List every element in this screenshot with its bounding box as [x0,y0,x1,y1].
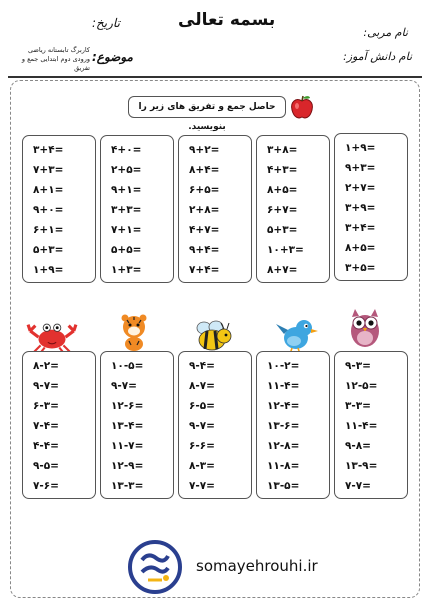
problem: ۱۲-۴= [267,400,300,412]
problem: ۹-۴= [189,360,215,372]
problem: ۴+۰= [111,144,142,156]
problem: ۳+۴= [33,144,64,156]
problem: ۱۱-۸= [267,460,300,472]
problem: ۱۲-۵= [345,380,378,392]
problem: ۹+۳= [345,162,376,174]
problem: ۹+۰= [33,204,64,216]
problem: ۱۱-۴= [345,420,378,432]
problem: ۱۱-۴= [267,380,300,392]
problem: ۷-۶= [33,480,59,492]
apple-icon [288,93,316,121]
problem: ۵+۵= [111,244,142,256]
problem: ۱+۹= [33,264,64,276]
problem: ۷-۷= [345,480,371,492]
student-name-label: نام دانش آموز: [343,50,412,63]
subtraction-card-5 [334,351,408,499]
problem: ۱۳-۶= [267,420,300,432]
problem: ۱۲-۶= [111,400,144,412]
problem: ۸-۳= [189,460,215,472]
date-label: تاریخ: [92,16,120,30]
problem: ۹-۷= [189,420,215,432]
problem: ۲+۷= [345,182,376,194]
problem: ۷-۷= [189,480,215,492]
problem: ۴+۳= [267,164,298,176]
problem: ۸-۲= [33,360,59,372]
addition-card-5 [334,133,408,281]
website-link[interactable]: somayehrouhi.ir [196,557,318,575]
subtraction-card-1 [22,351,96,499]
problem: ۷+۳= [33,164,64,176]
addition-card-2 [100,135,174,283]
problem: ۶-۶= [189,440,215,452]
problem: ۵+۳= [267,224,298,236]
header-divider [8,76,422,78]
problem: ۱+۹= [345,142,376,154]
problem: ۹+۱= [111,184,142,196]
tiger-icon [114,312,154,352]
crab-icon [26,316,78,354]
problem: ۱۰+۳= [267,244,304,256]
problem: ۶+۱= [33,224,64,236]
problem: ۱+۳= [111,264,142,276]
problem: ۲+۵= [111,164,142,176]
problem: ۸-۷= [189,380,215,392]
problem: ۱۳-۵= [267,480,300,492]
problem: ۷+۱= [111,224,142,236]
page-title: بسمه تعالی [178,10,276,30]
problem: ۶-۵= [189,400,215,412]
problem: ۱۲-۸= [267,440,300,452]
problem: ۷+۴= [189,264,220,276]
problem: ۸+۴= [189,164,220,176]
problem: ۱۱-۷= [111,440,144,452]
problem: ۹-۵= [33,460,59,472]
problem: ۳+۳= [111,204,142,216]
teacher-name-label: نام مربی: [363,26,408,39]
problem: ۸+۱= [33,184,64,196]
problem: ۹-۷= [33,380,59,392]
problem: ۸+۵= [345,242,376,254]
problem: ۶-۳= [33,400,59,412]
problem: ۱۳-۹= [345,460,378,472]
problem: ۱۰-۵= [111,360,144,372]
problem: ۳+۸= [267,144,298,156]
problem: ۱۲-۹= [111,460,144,472]
problem: ۹-۳= [345,360,371,372]
problem: ۹-۸= [345,440,371,452]
problem: ۳+۴= [345,222,376,234]
problem: ۴+۷= [189,224,220,236]
problem: ۳+۹= [345,202,376,214]
problem: ۴-۴= [33,440,59,452]
problem: ۶+۷= [267,204,298,216]
bird-icon [274,314,320,356]
addition-card-3 [178,135,252,283]
problem: ۹-۷= [111,380,137,392]
problem: ۱۳-۴= [111,420,144,432]
subtraction-card-3 [178,351,252,499]
bee-icon [190,318,234,354]
problem: ۲+۸= [189,204,220,216]
subtraction-card-4 [256,351,330,499]
subtraction-card-2 [100,351,174,499]
problem: ۶+۵= [189,184,220,196]
problem: ۳-۳= [345,400,371,412]
problem: ۱۳-۳= [111,480,144,492]
subject-text: کاربرگ تابستانه ریاضی ورودی دوم ابتدایی جمع و تفریق [21,46,90,72]
instruction-box: حاصل جمع و تفریق های زیر را بنویسید. [128,96,286,118]
problem: ۵+۳= [33,244,64,256]
owl-icon [346,306,384,350]
brand-logo [128,540,182,594]
addition-card-4 [256,135,330,283]
problem: ۸+۷= [267,264,298,276]
problem: ۷-۴= [33,420,59,432]
subject-label: موضوع: [92,50,133,64]
problem: ۱۰-۲= [267,360,300,372]
problem: ۳+۵= [345,262,376,274]
problem: ۸+۵= [267,184,298,196]
problem: ۹+۲= [189,144,220,156]
problem: ۹+۴= [189,244,220,256]
addition-card-1 [22,135,96,283]
